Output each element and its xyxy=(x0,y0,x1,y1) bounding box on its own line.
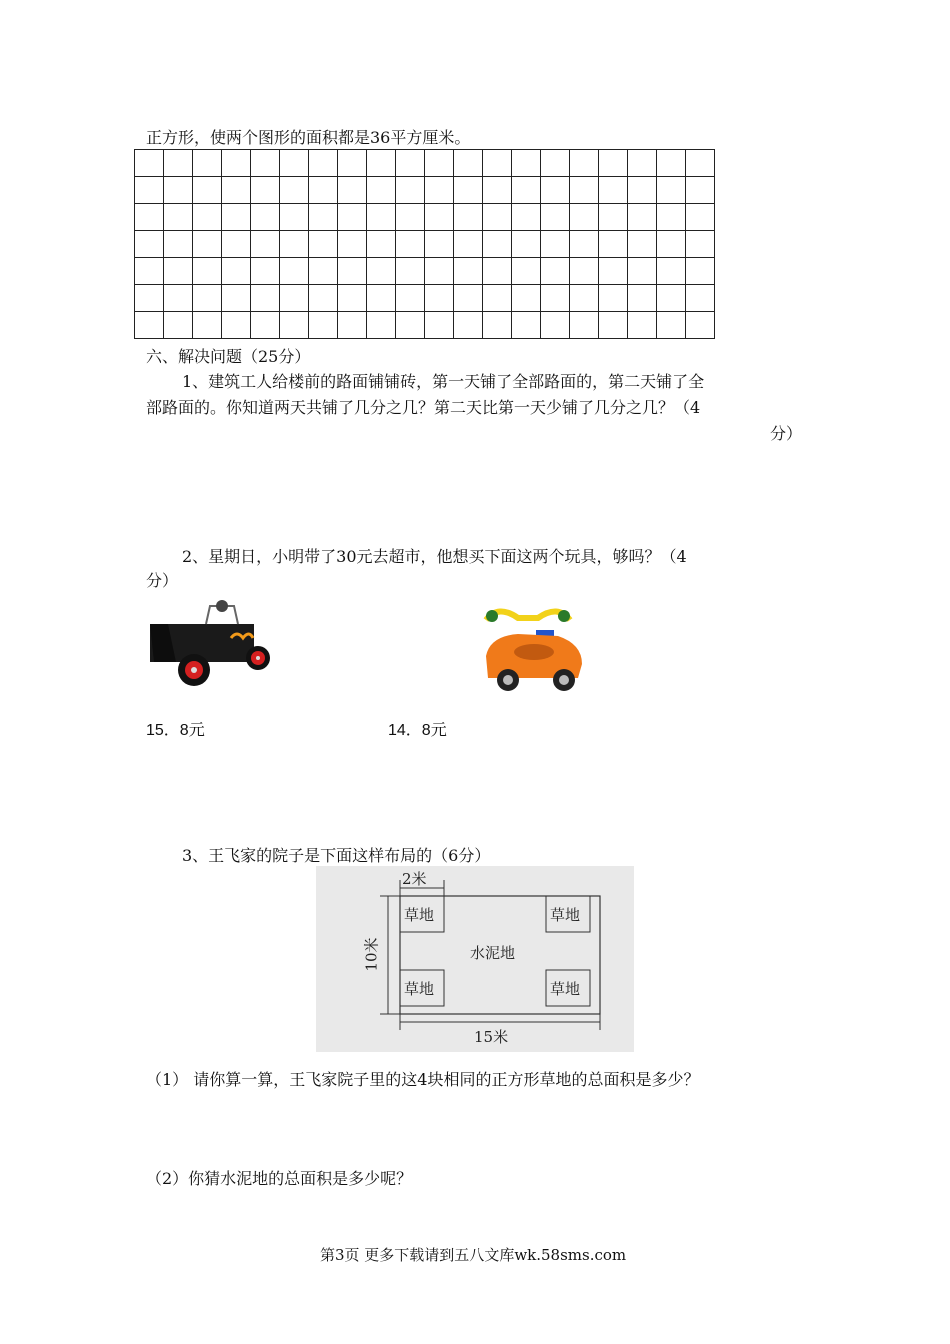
grid-cell xyxy=(135,285,164,312)
grid-cell xyxy=(686,231,715,258)
grid-cell xyxy=(483,312,512,339)
q1-line2: 部路面的。你知道两天共铺了几分之几？第二天比第一天少铺了几分之几？（4 xyxy=(146,398,701,417)
drawing-grid xyxy=(134,149,715,339)
grid-cell xyxy=(309,258,338,285)
grid-cell xyxy=(599,258,628,285)
grid-cell xyxy=(135,177,164,204)
grid-row xyxy=(135,312,715,339)
grid-cell xyxy=(541,231,570,258)
grid-cell xyxy=(367,258,396,285)
grid-cell xyxy=(454,285,483,312)
grid-cell xyxy=(657,258,686,285)
grid-cell xyxy=(454,204,483,231)
grid-cell xyxy=(164,285,193,312)
grid-cell xyxy=(483,231,512,258)
grid-cell xyxy=(367,177,396,204)
grid-cell xyxy=(309,177,338,204)
grid-cell xyxy=(309,231,338,258)
grass-label-bottom-left: 草地 xyxy=(404,980,435,998)
grid-cell xyxy=(512,312,541,339)
grass-label-bottom-right: 草地 xyxy=(550,980,581,998)
grid-cell xyxy=(251,204,280,231)
grid-cell xyxy=(367,312,396,339)
grid-cell xyxy=(338,258,367,285)
grid-cell xyxy=(541,258,570,285)
grid-cell xyxy=(425,258,454,285)
grid-cell xyxy=(135,150,164,177)
grid-cell xyxy=(367,285,396,312)
q1-line3: 分） xyxy=(770,424,803,443)
grid-cell xyxy=(657,231,686,258)
grid-row xyxy=(135,285,715,312)
grid-cell xyxy=(135,312,164,339)
grid-cell xyxy=(251,150,280,177)
grid-cell xyxy=(454,150,483,177)
grid-row xyxy=(135,204,715,231)
grid-cell xyxy=(570,150,599,177)
grid-row xyxy=(135,258,715,285)
grid-cell xyxy=(628,204,657,231)
grid-cell xyxy=(628,150,657,177)
grid-cell xyxy=(425,312,454,339)
grid-cell xyxy=(483,150,512,177)
grid-cell xyxy=(570,258,599,285)
grid-cell xyxy=(164,204,193,231)
grid-cell xyxy=(251,258,280,285)
grid-cell xyxy=(222,177,251,204)
grid-cell xyxy=(512,231,541,258)
grass-label-top-right: 草地 xyxy=(550,906,581,924)
q2-line1: 2、星期日，小明带了30元去超市，他想买下面这两个玩具，够吗？（4 xyxy=(182,547,687,566)
bottom-dimension-label: 15米 xyxy=(474,1028,509,1046)
page-footer: 第3页 更多下载请到五八文库wk.58sms.com xyxy=(320,1246,627,1264)
grid-cell xyxy=(657,150,686,177)
grid-cell xyxy=(338,285,367,312)
grid-cell xyxy=(222,231,251,258)
toy-car-black-image xyxy=(146,598,276,690)
grid-cell xyxy=(454,231,483,258)
grid-cell xyxy=(338,312,367,339)
q1-line1: 1、建筑工人给楼前的路面铺铺砖，第一天铺了全部路面的，第二天铺了全 xyxy=(182,372,705,391)
grid-cell xyxy=(135,231,164,258)
grid-cell xyxy=(338,204,367,231)
top-dimension-label: 2米 xyxy=(402,870,427,888)
left-dimension-label: 10米 xyxy=(362,937,381,972)
grid-cell xyxy=(541,177,570,204)
grid-cell xyxy=(599,150,628,177)
grid-cell xyxy=(280,150,309,177)
grid-cell xyxy=(454,258,483,285)
grid-cell xyxy=(338,231,367,258)
grid-cell xyxy=(686,204,715,231)
grid-cell xyxy=(570,285,599,312)
grid-cell xyxy=(483,177,512,204)
grid-cell xyxy=(338,177,367,204)
grid-cell xyxy=(367,204,396,231)
toy1-price: 15．8元 xyxy=(146,722,205,739)
grid-cell xyxy=(367,150,396,177)
grid-cell xyxy=(309,312,338,339)
grid-cell xyxy=(425,231,454,258)
grid-cell xyxy=(512,204,541,231)
grid-cell xyxy=(222,258,251,285)
grid-cell xyxy=(541,285,570,312)
grid-cell xyxy=(628,258,657,285)
grid-cell xyxy=(396,150,425,177)
grid-cell xyxy=(570,177,599,204)
grid-cell xyxy=(686,312,715,339)
grid-cell xyxy=(164,231,193,258)
grid-cell xyxy=(396,258,425,285)
yard-diagram xyxy=(316,866,634,1052)
grid-cell xyxy=(541,150,570,177)
grid-cell xyxy=(541,312,570,339)
grid-cell xyxy=(135,204,164,231)
grid-cell xyxy=(251,177,280,204)
grid-cell xyxy=(222,285,251,312)
toy-car-orange-image xyxy=(478,600,590,698)
grid-cell xyxy=(193,312,222,339)
grid-cell xyxy=(657,204,686,231)
grid-cell xyxy=(541,204,570,231)
q3-sub2: （2）你猜水泥地的总面积是多少呢？ xyxy=(146,1169,413,1188)
grid-cell xyxy=(657,177,686,204)
grid-cell xyxy=(396,231,425,258)
grid-cell xyxy=(657,285,686,312)
grid-cell xyxy=(280,231,309,258)
grid-cell xyxy=(396,177,425,204)
grid-cell xyxy=(164,312,193,339)
grid-cell xyxy=(657,312,686,339)
grid-cell xyxy=(193,204,222,231)
grid-cell xyxy=(599,285,628,312)
grid-cell xyxy=(425,177,454,204)
grid-cell xyxy=(193,231,222,258)
grid-cell xyxy=(425,285,454,312)
grid-cell xyxy=(570,312,599,339)
intro-line: 正方形，使两个图形的面积都是36平方厘米。 xyxy=(146,128,471,147)
grid-cell xyxy=(454,312,483,339)
grid-cell xyxy=(135,258,164,285)
cement-label: 水泥地 xyxy=(470,944,516,962)
grid-cell xyxy=(164,177,193,204)
grid-cell xyxy=(599,177,628,204)
grid-cell xyxy=(309,150,338,177)
grid-row xyxy=(135,231,715,258)
grid-cell xyxy=(193,285,222,312)
grid-cell xyxy=(280,204,309,231)
grid-cell xyxy=(628,177,657,204)
grid-cell xyxy=(309,204,338,231)
grid-cell xyxy=(512,285,541,312)
grid-cell xyxy=(686,258,715,285)
grid-cell xyxy=(570,231,599,258)
grid-cell xyxy=(483,204,512,231)
grid-cell xyxy=(512,177,541,204)
grid-cell xyxy=(280,177,309,204)
grid-cell xyxy=(686,285,715,312)
grid-cell xyxy=(396,285,425,312)
q3-sub1: （1） 请你算一算，王飞家院子里的这4块相同的正方形草地的总面积是多少？ xyxy=(146,1070,700,1089)
grid-cell xyxy=(309,285,338,312)
grid-cell xyxy=(454,177,483,204)
toy2-price: 14．8元 xyxy=(388,722,447,739)
grid-cell xyxy=(570,204,599,231)
grid-cell xyxy=(338,150,367,177)
grid-cell xyxy=(628,285,657,312)
grid-cell xyxy=(164,150,193,177)
grid-cell xyxy=(628,312,657,339)
grid-cell xyxy=(280,285,309,312)
grid-cell xyxy=(425,204,454,231)
grid-row xyxy=(135,177,715,204)
grid-cell xyxy=(164,258,193,285)
grid-cell xyxy=(251,312,280,339)
grid-cell xyxy=(686,177,715,204)
grid-cell xyxy=(222,312,251,339)
section-title: 六、解决问题（25分） xyxy=(146,347,311,366)
grid-cell xyxy=(483,285,512,312)
q2-line2: 分） xyxy=(146,571,179,590)
grid-cell xyxy=(193,258,222,285)
grid-cell xyxy=(193,150,222,177)
grid-cell xyxy=(222,204,251,231)
q3-title: 3、王飞家的院子是下面这样布局的（6分） xyxy=(182,846,491,865)
grid-cell xyxy=(396,204,425,231)
grid-cell xyxy=(599,312,628,339)
grid-cell xyxy=(425,150,454,177)
grid-cell xyxy=(251,231,280,258)
grid-cell xyxy=(222,150,251,177)
grid-cell xyxy=(599,204,628,231)
grid-cell xyxy=(512,150,541,177)
grid-cell xyxy=(628,231,657,258)
grid-cell xyxy=(512,258,541,285)
grid-cell xyxy=(193,177,222,204)
grass-label-top-left: 草地 xyxy=(404,906,435,924)
grid-cell xyxy=(686,150,715,177)
grid-cell xyxy=(280,312,309,339)
grid-row xyxy=(135,150,715,177)
grid-cell xyxy=(483,258,512,285)
grid-cell xyxy=(251,285,280,312)
grid-cell xyxy=(599,231,628,258)
grid-cell xyxy=(396,312,425,339)
grid-cell xyxy=(367,231,396,258)
grid-cell xyxy=(280,258,309,285)
